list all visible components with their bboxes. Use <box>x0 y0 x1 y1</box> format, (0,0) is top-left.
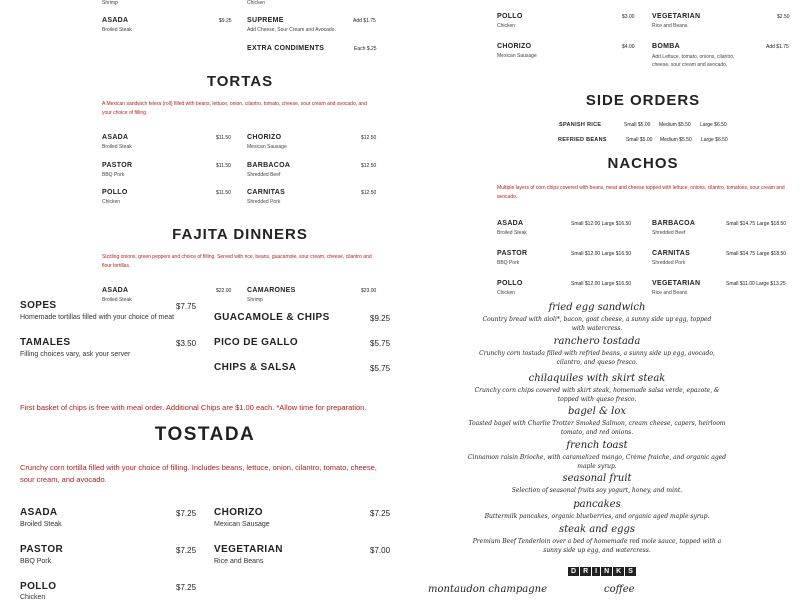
tortas-pollo-sub: Chicken <box>102 199 121 205</box>
tostada-pastor-name: PASTOR <box>20 544 64 555</box>
nachos-asada-name: ASADA <box>497 220 524 227</box>
tostada-asada-name: ASADA <box>20 507 58 518</box>
brunch-title-0: fried egg sandwich <box>548 302 646 313</box>
tortas-pastor-sub: BBQ Pork <box>102 172 125 178</box>
brunch-desc-1: Crunchy corn tostada filled with refried beans, a sunny side up egg, avocado, cilantro, and queso fresco. <box>479 350 715 366</box>
nachos-asada-sub: Broiled Steak <box>497 230 527 236</box>
tortas-carnitas-sub: Shredded Pork <box>247 199 281 205</box>
top-asada-price: $9.25 <box>219 18 232 24</box>
tr-pollo-name: POLLO <box>497 13 523 20</box>
nachos-pastor-sub: BBQ Pork <box>497 260 520 266</box>
tr-veg-sub: Rice and Beans. <box>652 23 689 29</box>
tortas-carnitas-name: CARNITAS <box>247 189 286 196</box>
tortas-asada-sub: Broiled Steak <box>102 144 132 150</box>
tortas-chorizo-price: $12.50 <box>361 135 377 141</box>
top-asada-sub: Broiled Steak <box>102 27 132 33</box>
nachos-carnitas-price: Small $14.75 Large $18.50 <box>726 251 787 257</box>
tamales-name: TAMALES <box>20 337 71 348</box>
nachos-title: NACHOS <box>607 155 679 172</box>
guac-price: $9.25 <box>370 314 391 323</box>
tr-chorizo-name: CHORIZO <box>497 43 532 50</box>
brunch-title-4: french toast <box>566 440 628 451</box>
tostada-desc: Crunchy corn tortilla filled with your choice of filling. Includes beans, lettuce, onion, cilantro, tomato, cheese, sour cream, and avocado. <box>20 463 377 484</box>
tostada-pollo-sub: Chicken <box>20 594 46 600</box>
nachos-barbacoa-sub: Shredded Beef <box>652 230 686 236</box>
nachos-carnitas-sub: Shredded Pork <box>652 260 686 266</box>
drinks-letter: R <box>580 567 591 576</box>
tostada-pastor-sub: BBQ Pork <box>20 558 52 565</box>
brunch-desc-3: Toasted bagel with Charlie Trotter Smoked Salmon, cream cheese, capers, heirloom tomato, and red onions. <box>468 420 726 436</box>
supreme-price: Add $1.75 <box>353 18 376 24</box>
beans-small: Small $5.00 <box>626 137 653 143</box>
sopes-desc: Homemade tortillas filled with your choice of meat <box>20 314 175 321</box>
nachos-vegetarian-sub: Rice and Beans <box>652 290 688 296</box>
drinks-heading <box>568 560 637 578</box>
tr-bomba-name: BOMBA <box>652 43 680 50</box>
salsa-price: $5.75 <box>370 364 391 373</box>
side-orders-title: SIDE ORDERS <box>585 92 701 109</box>
top-asada-name: ASADA <box>102 17 129 24</box>
tortas-asada-price: $11.50 <box>216 135 231 141</box>
brunch-desc-4: Cinnamon raisin Brioche, with caramelized mango, Crème fraiche, and organic aged maple syrup. <box>467 454 727 470</box>
tostada-title: TOSTADA <box>154 424 256 445</box>
tr-pollo-price: $3.00 <box>622 14 635 20</box>
tr-veg-price: $2.50 <box>777 14 790 20</box>
drinks-letter: S <box>625 567 636 576</box>
tostada-pastor-price: $7.25 <box>176 546 197 555</box>
nachos-pollo-price: Small $12.00 Large $16.50 <box>571 281 632 287</box>
tostada-vegetarian-price: $7.00 <box>370 546 391 555</box>
fajita-asada-sub: Broiled Steak <box>102 297 132 303</box>
nachos-pastor-price: Small $12.00 Large $16.50 <box>571 251 632 257</box>
tortas-chorizo-name: CHORIZO <box>247 134 282 141</box>
beans-name: REFRIED BEANS <box>558 137 607 143</box>
drinks-letter: K <box>613 567 624 576</box>
supreme-sub: Add Cheese, Sour Cream and Avocado. <box>247 27 336 33</box>
tr-bomba-price: Add $1.75 <box>766 44 789 50</box>
brunch-title-3: bagel & lox <box>568 406 626 417</box>
rice-medium: Medium $5.50 <box>659 122 691 128</box>
tamales-price: $3.50 <box>176 339 197 348</box>
salsa-name: CHIPS & SALSA <box>214 362 297 373</box>
sopes-name: SOPES <box>20 300 57 311</box>
pico-name: PICO DE GALLO <box>214 337 299 348</box>
tostada-chorizo-price: $7.25 <box>370 509 391 518</box>
drinks-champagne: montaudon champagne <box>428 584 548 595</box>
extra-price: Each $.25 <box>354 46 377 52</box>
tortas-desc: A Mexican sandwich telera (roll) filled with beans, lettuce, onion, cilantro, tomato, cheese, sour cream and avocado, and your choice of filling. <box>102 101 367 116</box>
tamales-desc: Filling choices vary, ask your server <box>20 351 131 358</box>
nachos-vegetarian-price: Small $11.00 Large $13.25 <box>726 281 786 287</box>
tortas-barbacoa-name: BARBACOA <box>247 162 291 169</box>
tortas-carnitas-price: $12.50 <box>361 190 377 196</box>
fajita-camarones-name: CAMARONES <box>247 287 296 294</box>
brunch-title-6: pancakes <box>573 499 621 510</box>
supreme-name: SUPREME <box>247 17 284 24</box>
beans-large: Large $6.50 <box>701 137 728 143</box>
fajita-desc: Sizzling onions, green peppers and choice of filling. Served with rice, beans, guacamole, sour cream, cheese, cilantro and flour tortillas. <box>102 254 372 269</box>
tostada-chorizo-sub: Mexican Sausage <box>214 521 270 528</box>
beans-medium: Medium $5.50 <box>660 137 692 143</box>
rice-large: Large $6.50 <box>700 122 727 128</box>
drinks-letter: D <box>568 567 579 576</box>
nachos-barbacoa-price: Small $14.75 Large $18.50 <box>726 221 787 227</box>
brunch-desc-6: Buttermilk pancakes, organic blueberries, and organic aged maple syrup. <box>484 513 710 520</box>
nachos-asada-price: Small $12.00 Large $16.50 <box>571 221 632 227</box>
rice-small: Small $5.00 <box>624 122 651 128</box>
fajita-camarones-price: $23.00 <box>361 288 377 294</box>
tortas-pollo-name: POLLO <box>102 189 128 196</box>
tostada-asada-sub: Broiled Steak <box>20 521 62 528</box>
tostada-asada-price: $7.25 <box>176 509 197 518</box>
brunch-desc-2: Crunchy corn chips covered with skirt steak, homemade salsa verde, epazote, & topped with queso fresco. <box>474 387 720 403</box>
tortas-asada-name: ASADA <box>102 134 129 141</box>
brunch-title-2: chilaquiles with skirt steak <box>528 373 666 384</box>
drinks-letter: N <box>601 567 612 576</box>
brunch-desc-7: Premium Beef Tenderloin over a bed of homemade red mole sauce, topped with a sunny side up egg, and watercress. <box>472 538 722 554</box>
tortas-chorizo-sub: Mexican Sausage <box>247 144 287 150</box>
fajita-title: FAJITA DINNERS <box>172 226 308 243</box>
nachos-vegetarian-name: VEGETARIAN <box>652 280 701 287</box>
pico-price: $5.75 <box>370 339 391 348</box>
tortas-title: TORTAS <box>206 73 274 90</box>
nachos-barbacoa-name: BARBACOA <box>652 220 696 227</box>
tortas-pollo-price: $11.50 <box>216 190 231 196</box>
brunch-desc-5: Selection of seasonal fruits soy yogurt, honey, and mint. <box>511 487 683 494</box>
brunch-desc-0: Country bread with aioli*, bacon, goat cheese, a sunny side up egg, topped with watercress. <box>482 316 712 332</box>
brunch-title-1: ranchero tostada <box>553 336 641 347</box>
fajita-asada-price: $22.00 <box>216 288 232 294</box>
tortas-barbacoa-price: $12.50 <box>361 163 377 169</box>
tostada-pollo-price: $7.25 <box>176 583 197 592</box>
fajita-asada-name: ASADA <box>102 287 129 294</box>
tostada-chorizo-name: CHORIZO <box>214 507 263 518</box>
tr-pollo-sub: Chicken <box>497 23 516 29</box>
chips-note: First basket of chips is free with meal order. Additional Chips are $1.00 each. *Allow time for preparation. <box>20 403 367 412</box>
nachos-desc: Multiple layers of corn chips covered with beans, meat and cheese topped with lettuce, onions, cilantro, tomatoes, sour cream and avocado. <box>497 185 785 200</box>
sopes-price: $7.75 <box>176 302 197 311</box>
tortas-barbacoa-sub: Shredded Beef <box>247 172 281 178</box>
brunch-title-7: steak and eggs <box>558 524 636 535</box>
tostada-vegetarian-name: VEGETARIAN <box>214 544 283 555</box>
tortas-pastor-price: $11.50 <box>216 163 231 169</box>
extra-name: EXTRA CONDIMENTS <box>247 45 325 52</box>
drinks-letter: I <box>592 567 600 576</box>
brunch-title-5: seasonal fruit <box>562 473 632 484</box>
tr-bomba-sub: Add Lettuce, tomato, onions, cilantro, cheese, sour cream and avocado. <box>652 54 735 68</box>
tostada-vegetarian-sub: Rice and Beans <box>214 558 264 565</box>
nachos-pollo-sub: Chicken <box>497 290 516 296</box>
nachos-carnitas-name: CARNITAS <box>652 250 691 257</box>
fajita-camarones-sub: Shrimp <box>247 297 263 303</box>
tr-chorizo-sub: Mexican Sausage <box>497 53 537 59</box>
nachos-pollo-name: POLLO <box>497 280 523 287</box>
tr-chorizo-price: $4.00 <box>622 44 635 50</box>
chicken-label: Chicken <box>247 0 266 6</box>
guac-name: GUACAMOLE & CHIPS <box>214 312 330 323</box>
tortas-pastor-name: PASTOR <box>102 162 133 169</box>
nachos-pastor-name: PASTOR <box>497 250 528 257</box>
shrimp-label: Shrimp <box>102 0 118 6</box>
tostada-pollo-name: POLLO <box>20 581 57 592</box>
drinks-coffee: coffee <box>604 584 635 595</box>
tr-veg-name: VEGETARIAN <box>652 13 701 20</box>
rice-name: SPANISH RICE <box>559 122 602 128</box>
